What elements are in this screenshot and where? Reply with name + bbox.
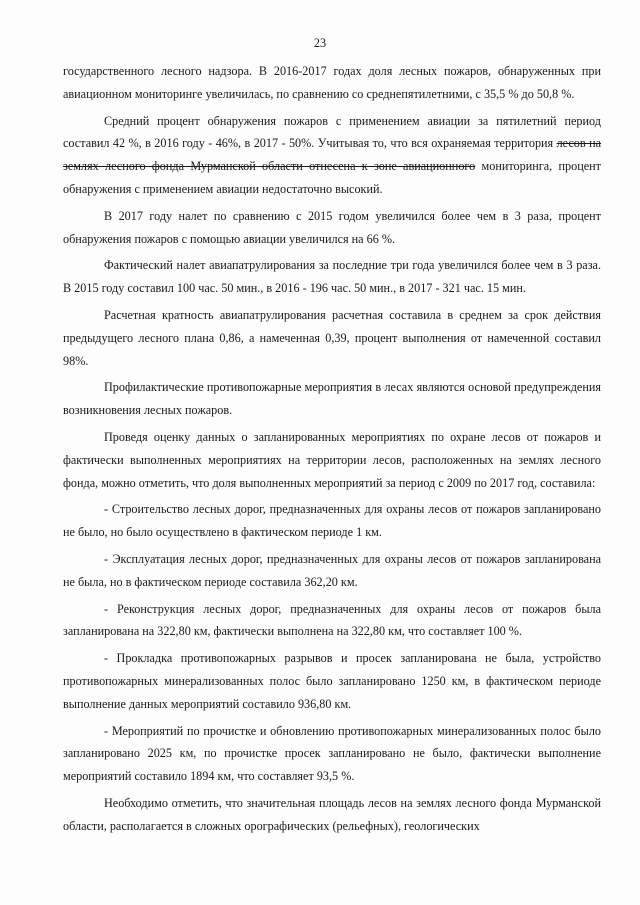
paragraph-3: В 2017 году налет по сравнению с 2015 годом увеличился более чем в 3 раза, процент обнаружения пожаров с помощью авиации увеличился на 66 %. — [63, 208, 601, 246]
paragraph-6: Профилактические противопожарные мероприятия в лесах являются основой предупреждения возникновения лесных пожаров. — [63, 380, 601, 418]
list-item-firebreaks: - Прокладка противопожарных разрывов и просек запланирована не была, устройство противопожарных минерализованных полос было запланировано 1250 км, в фактическом периоде выполнение данных мероприятий составило 936,80 км. — [63, 651, 601, 711]
paragraph-2-part-1: Средний процент обнаружения пожаров с применением авиации за пятилетний период составил 42 %, в 2016 году - 46%, в 2017 - 50%. Учитывая то, что вся охраняемая территория — [63, 113, 601, 151]
paragraph-2 — [63, 110, 601, 201]
paragraph-4: Фактический налет авиапатрулирования за последние три года увеличился более чем в 3 раза. В 2015 году составил 100 час. 50 мин., в 2016 - 196 час. 50 мин., в 2017 - 321 час. 15 мин. — [63, 258, 601, 296]
paragraph-final: Необходимо отметить, что значительная площадь лесов на землях лесного фонда Мурманской области, располагается в сложных орографических (рельефных), геологических — [63, 795, 601, 833]
page-number: 23 — [313, 36, 327, 50]
paragraph-7: Проведя оценку данных о запланированных мероприятиях по охране лесов от пожаров и фактически выполненных мероприятиях на территории лесов, расположенных на землях лесного фонда, можно отметить, что доля выполненных мероприятий за период с 2009 по 2017 год, составила: — [63, 429, 601, 490]
list-item-reconstruction: - Реконструкция лесных дорог, предназначенных для охраны лесов от пожаров была запланирована на 322,80 км, фактически выполнена на 322,80 км, что составляет 100 %. — [63, 601, 601, 639]
paragraph-2-part-3: мониторинга, процент обнаружения с применением авиации недостаточно высокий. — [63, 159, 601, 196]
body-text — [63, 60, 601, 838]
paragraph-1: государственного лесного надзора. В 2016-2017 годах доля лесных пожаров, обнаруженных при авиационном мониторинге увеличилась, по сравнению со среднепятилетними, с 35,5 % до 50,8 %. — [63, 64, 601, 101]
list-item-construction: - Строительство лесных дорог, предназначенных для охраны лесов от пожаров запланировано не было, но было осуществлено в фактическом периоде 1 км. — [63, 502, 601, 540]
list-item-cleaning: - Мероприятий по прочистке и обновлению противопожарных минерализованных полос было запланировано 2025 км, по прочистке просек запланировано не было, фактически выполнение мероприятий составило 1894 км, что составляет 93,5 %. — [63, 723, 601, 784]
list-item-operation: - Эксплуатация лесных дорог, предназначенных для охраны лесов от пожаров запланирована не была, но в фактическом периоде составила 362,20 км. — [63, 551, 601, 589]
paragraph-5: Расчетная кратность авиапатрулирования расчетная составила в среднем за срок действия предыдущего лесного плана 0,86, а намеченная 0,39, процент выполнения от намеченной составил 98%. — [63, 307, 601, 368]
paragraph-2-struck-text: лесов на землях лесного фонда Мурманской области отнесена к зоне авиационного — [63, 136, 601, 174]
